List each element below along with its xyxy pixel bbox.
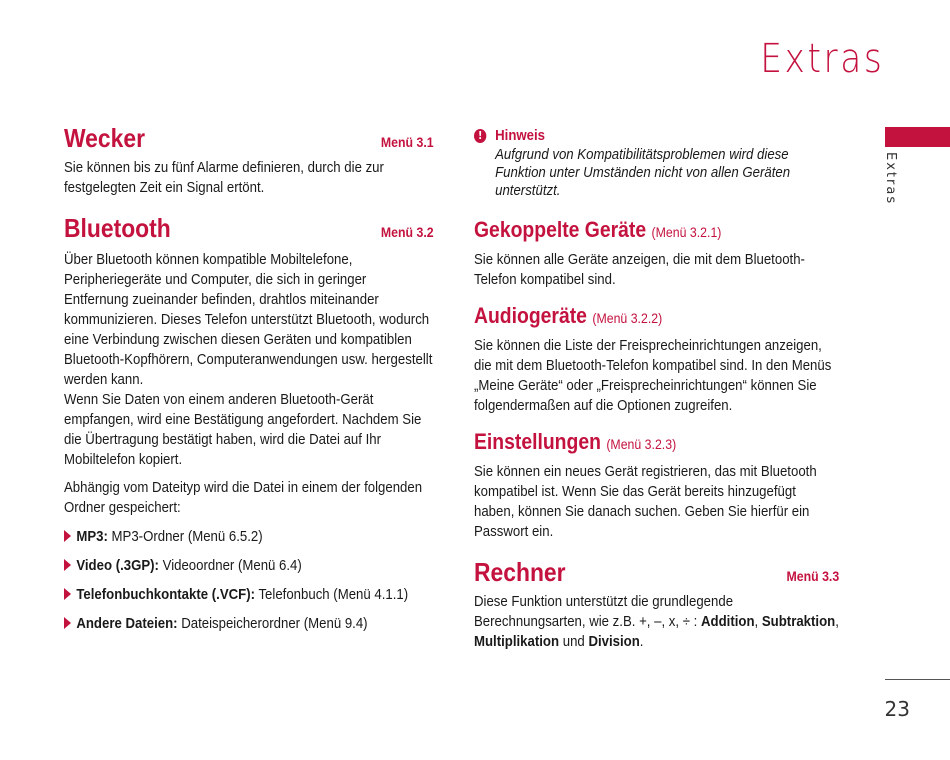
triangle-bullet-icon <box>64 559 71 571</box>
bullet-text: Videoordner (Menü 6.4) <box>158 557 302 574</box>
triangle-bullet-icon <box>64 588 71 600</box>
note-text: Aufgrund von Kompatibilitätsproblemen wird diese Funktion unter Umständen nicht von allen Geräten unterstützt. <box>495 146 791 199</box>
rechner-menu-ref: Menü 3.3 <box>786 568 840 584</box>
rechner-heading-row <box>474 556 839 588</box>
bullet-label: Video (.3GP): <box>76 557 159 574</box>
wecker-heading: Wecker <box>64 123 145 153</box>
audio-menu-ref: (Menü 3.2.2) <box>592 310 663 326</box>
op-addition: Addition <box>700 613 755 630</box>
op-subtraktion: Subtraktion <box>761 613 836 630</box>
einstellungen-text: Sie können ein neues Gerät registrieren, das mit Bluetooth kompatibel ist. Wenn Sie das Gerät bereits hinzugefügt haben, können Sie danach suchen. Geben Sie hierfür ein Passwort ein. <box>474 463 817 540</box>
separator: . <box>639 633 644 650</box>
separator: , <box>754 613 762 630</box>
wecker-heading-row <box>64 122 434 154</box>
page-number: 23 <box>884 697 910 721</box>
einstellungen-menu-ref: (Menü 3.2.3) <box>606 436 677 452</box>
triangle-bullet-icon <box>64 617 71 629</box>
rechner-text-start: Diese Funktion unterstützt die grundlegende Berechnungsarten, wie z.B. +, –, x, ÷ : <box>474 593 734 630</box>
op-multiplikation: Multiplikation <box>474 633 560 650</box>
folder-list <box>64 527 434 634</box>
audio-text: Sie können die Liste der Freisprecheinrichtungen anzeigen, die mit dem Bluetooth-Telefon kompatibel sind. In den Menüs „Meine Geräte“ oder „Freisprecheinrichtungen“ können Sie folgendermaßen auf die Optionen zugreifen. <box>474 337 832 414</box>
gekoppelte-text: Sie können alle Geräte anzeigen, die mit dem Bluetooth-Telefon kompatibel sind. <box>474 251 805 288</box>
separator: und <box>559 633 589 650</box>
bluetooth-menu-ref: Menü 3.2 <box>380 224 434 240</box>
triangle-bullet-icon <box>64 530 71 542</box>
left-column <box>64 122 434 634</box>
page-title: Extras <box>759 36 884 82</box>
list-item <box>64 614 434 634</box>
list-item <box>64 556 434 576</box>
bullet-label: Andere Dateien: <box>76 615 178 632</box>
note-heading <box>474 126 839 146</box>
wecker-text: Sie können bis zu fünf Alarme definieren, durch die zur festgelegten Zeit ein Signal ertönt. <box>64 159 384 196</box>
side-section-label: Extras <box>883 152 898 206</box>
bluetooth-para-3: Abhängig vom Dateityp wird die Datei in einem der folgenden Ordner gespeichert: <box>64 479 423 516</box>
audio-title: Audiogeräte <box>474 303 587 328</box>
bluetooth-para-1: Über Bluetooth können kompatible Mobiltelefone, Peripheriegeräte und Computer, die sich in geringer Entfernung zueinander befinden, drahtlos miteinander kommunizieren. Dieses Telefon unterstützt Bluetooth, wodurch eine Verbindung zwischen diesen Geräten und kompatiblen Bluetooth-Kopfhörern, Computeranwendungen usw. hergestellt werden kann. <box>64 251 433 388</box>
list-item <box>64 585 434 605</box>
bluetooth-heading: Bluetooth <box>64 213 171 243</box>
bullet-text: MP3-Ordner (Menü 6.5.2) <box>107 528 263 545</box>
list-item <box>64 527 434 547</box>
rechner-text <box>474 592 839 652</box>
einstellungen-title: Einstellungen <box>474 429 601 454</box>
note-title: Hinweis <box>495 127 546 144</box>
side-tab-marker <box>885 127 950 147</box>
bullet-text: Dateispeicherordner (Menü 9.4) <box>177 615 368 632</box>
footer-rule <box>885 679 950 680</box>
bullet-label: MP3: <box>76 528 108 545</box>
bullet-text: Telefonbuch (Menü 4.1.1) <box>255 586 409 603</box>
right-column <box>474 126 839 652</box>
exclamation-icon: ! <box>474 129 486 143</box>
audio-heading <box>474 302 839 332</box>
op-division: Division <box>588 633 640 650</box>
einstellungen-heading <box>474 428 839 458</box>
rechner-heading: Rechner <box>474 557 566 587</box>
gekoppelte-menu-ref: (Menü 3.2.1) <box>651 224 722 240</box>
bullet-label: Telefonbuchkontakte (.VCF): <box>76 586 256 603</box>
gekoppelte-heading <box>474 216 839 246</box>
bluetooth-heading-row <box>64 212 434 244</box>
gekoppelte-title: Gekoppelte Geräte <box>474 217 647 242</box>
wecker-menu-ref: Menü 3.1 <box>380 134 434 150</box>
separator: , <box>835 613 839 630</box>
bluetooth-para-2: Wenn Sie Daten von einem anderen Bluetooth-Gerät empfangen, wird eine Bestätigung angefordert. Nachdem Sie die Übertragung bestätigt haben, wird die Datei auf Ihr Mobiltelefon kopiert. <box>64 391 422 468</box>
